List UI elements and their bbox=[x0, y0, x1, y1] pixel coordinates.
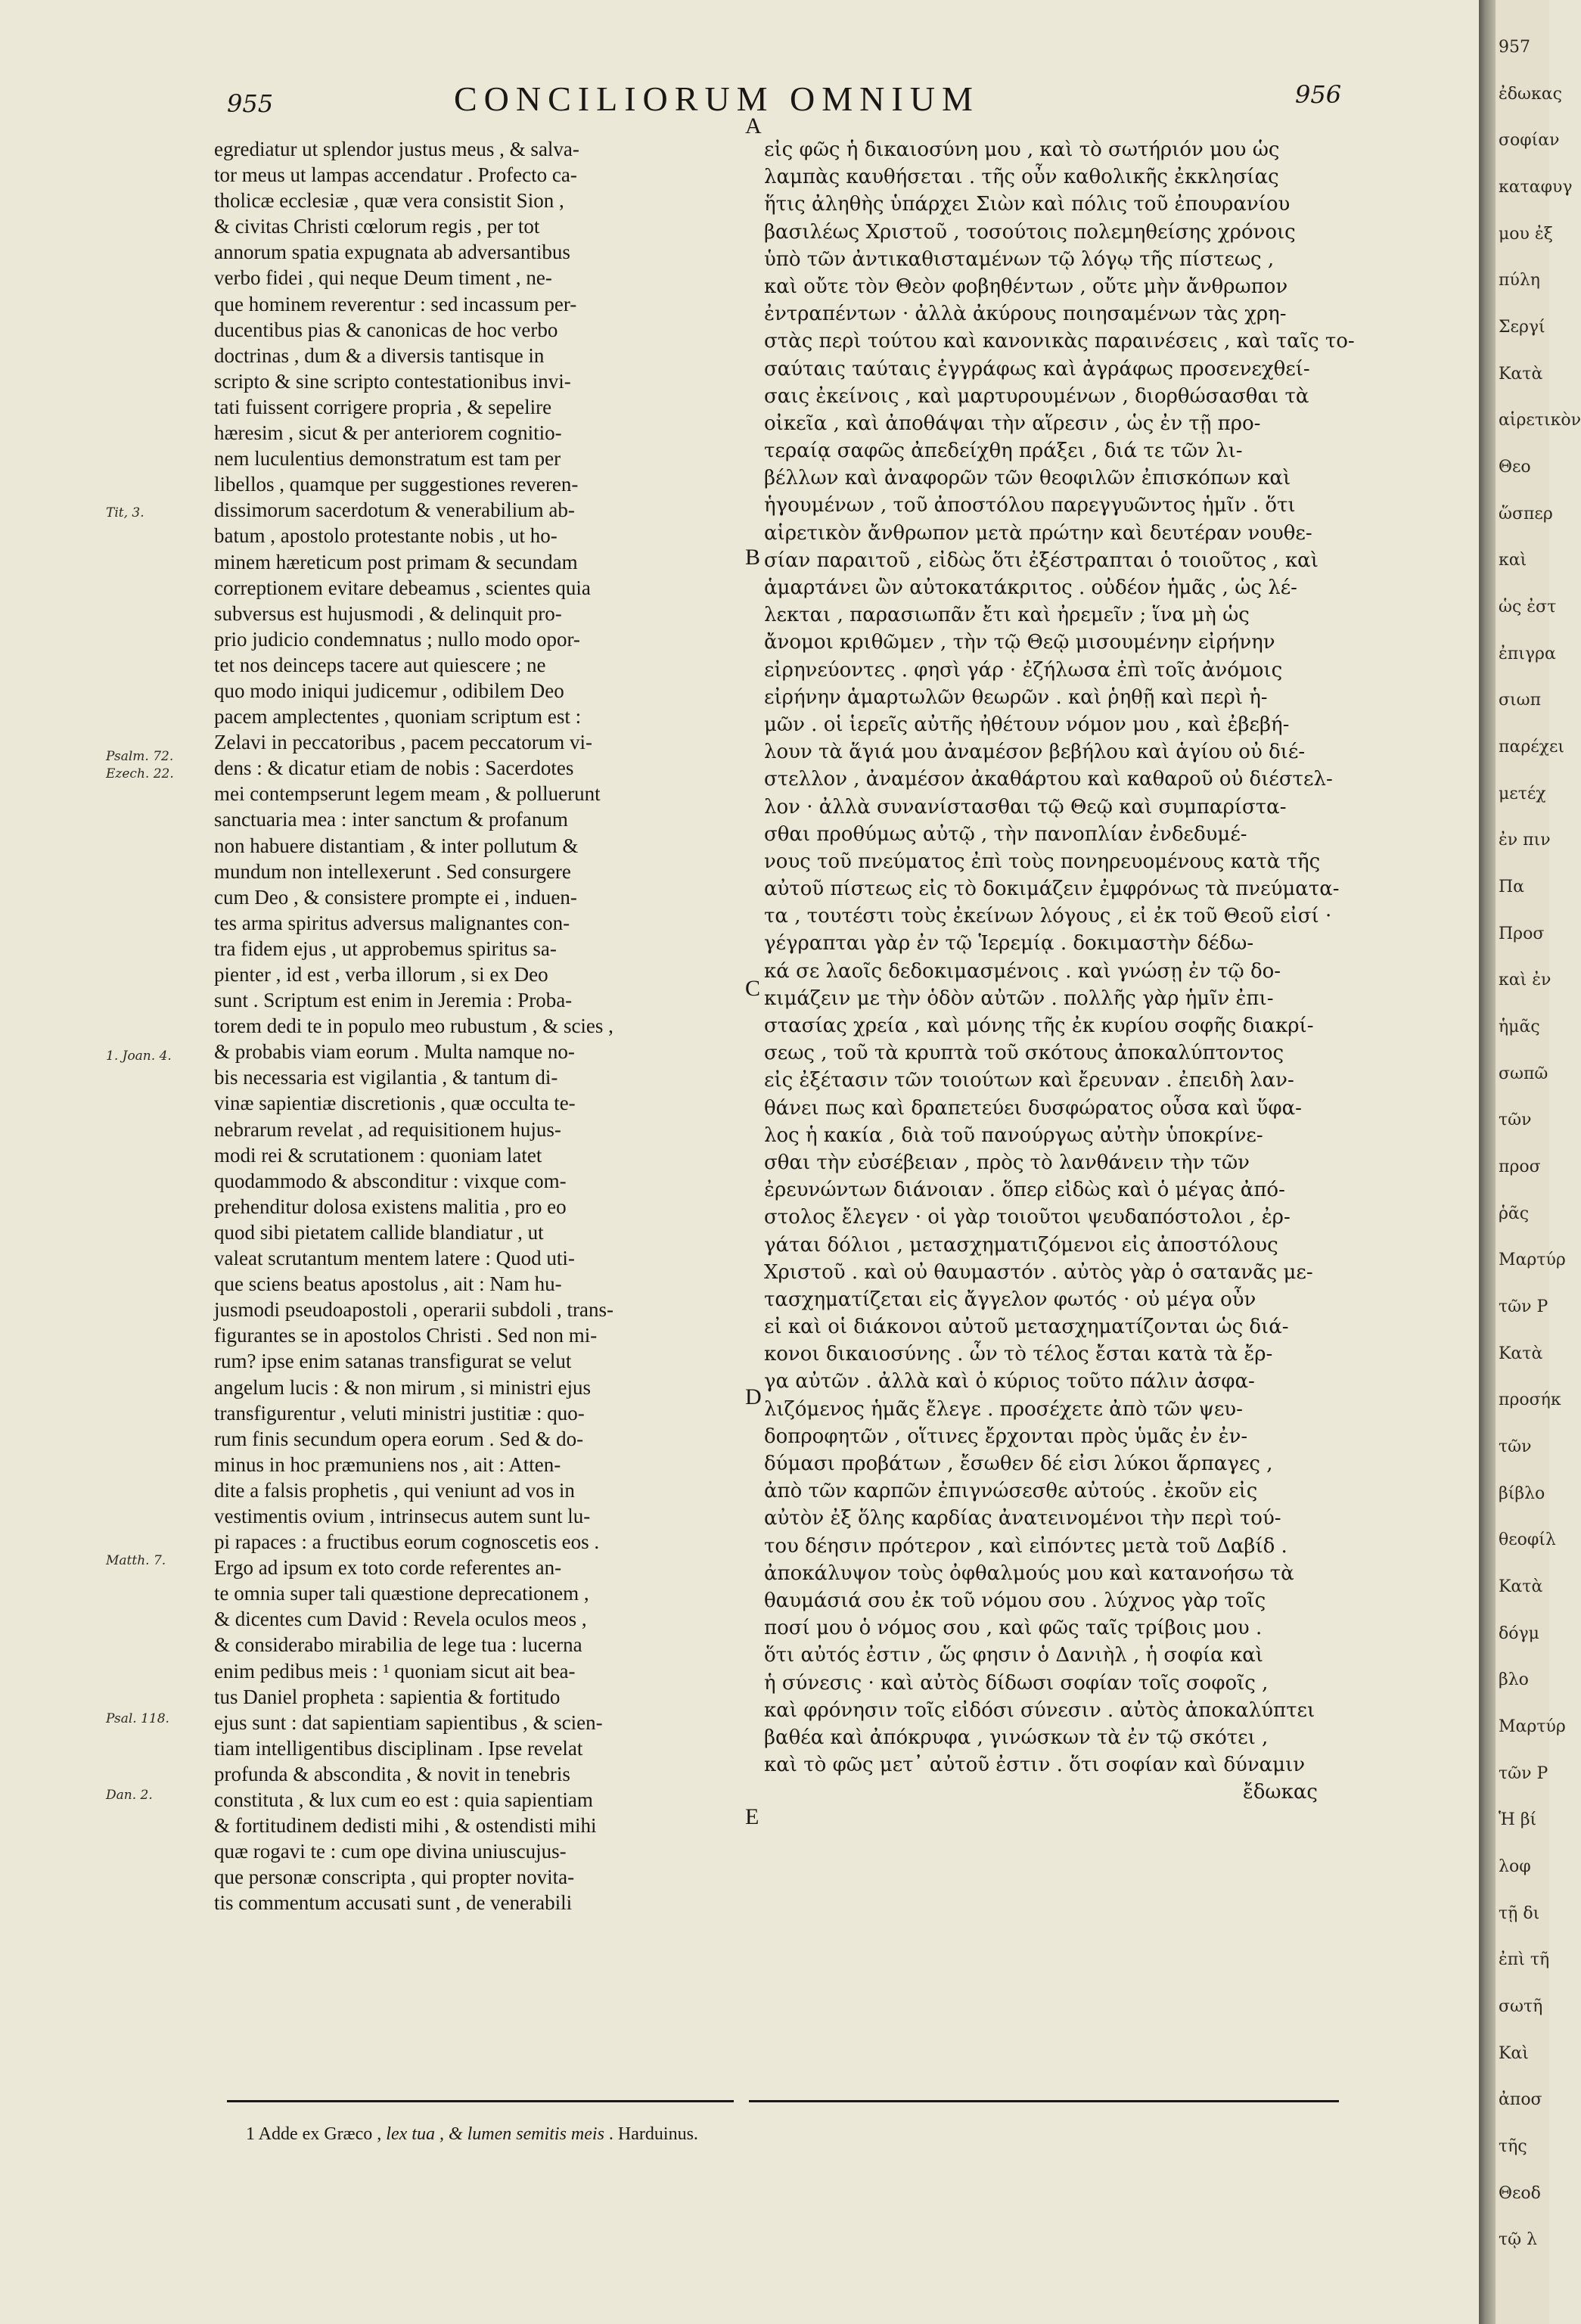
greek-line: εἰρήνην ἁμαρτωλῶν θεωρῶν . καὶ ῥηθῇ καὶ περὶ ἡ- bbox=[764, 685, 1268, 709]
greek-line: σθαι προθύμως αὐτῷ , τὴν πανοπλίαν ἐνδεδυμέ- bbox=[764, 822, 1247, 846]
latin-line: dissimorum sacerdotum & venerabilium ab- bbox=[214, 499, 575, 522]
next-page-fragment: Προσ bbox=[1499, 924, 1545, 943]
footnote-rule-left bbox=[227, 2100, 734, 2102]
next-page-fragment: βλο bbox=[1499, 1670, 1529, 1689]
next-page-fragment: τῶν Ρ bbox=[1499, 1297, 1548, 1316]
next-page-fragment: Πα bbox=[1499, 878, 1525, 896]
latin-line: non habuere distantiam , & inter pollutum & bbox=[214, 834, 579, 857]
latin-line: correptionem evitare debeamus , scientes quia bbox=[214, 576, 591, 599]
next-page-fragment: μετέχ bbox=[1499, 785, 1546, 803]
section-letter: D bbox=[745, 1384, 762, 1409]
latin-line: pi rapaces : a fructibus eorum cognoscetis eos . bbox=[214, 1530, 600, 1554]
footnote-suffix: . Harduinus. bbox=[608, 2124, 698, 2144]
latin-line: tes arma spiritus adversus malignantes con- bbox=[214, 911, 570, 934]
greek-line: εἰς ἐξέτασιν τῶν τοιούτων καὶ ἔρευναν . ἐπειδὴ λαν- bbox=[764, 1069, 1294, 1092]
next-page-fragment: λοφ bbox=[1499, 1857, 1531, 1876]
greek-line: ἡ σύνεσις · καὶ αὐτὸς δίδωσι σοφίαν τοῖς σοφοῖς , bbox=[764, 1671, 1269, 1695]
greek-line: σεως , τοῦ τὰ κρυπτὰ τοῦ σκότους ἀποκαλύπτοντος bbox=[764, 1042, 1284, 1065]
next-page-fragment: τῶν Ρ bbox=[1499, 1764, 1548, 1783]
greek-line: λεκται , παρασιωπᾶν ἔτι καὶ ἠρεμεῖν ; ἵνα μὴ ὡς bbox=[764, 604, 1250, 627]
latin-line: angelum lucis : & non mirum , si ministri ejus bbox=[214, 1375, 591, 1399]
greek-line: νους τοῦ πνεύματος ἐπὶ τοὺς πονηρευομένους κατὰ τῆς bbox=[764, 850, 1321, 873]
latin-line: cum Deo , & consistere prompte ei , induen- bbox=[214, 885, 577, 909]
greek-line: σίαν παραιτοῦ , εἰδὼς ὅτι ἐξέστραπται ὁ τοιοῦτος , καὶ bbox=[764, 548, 1319, 572]
greek-line: ἀπὸ τῶν καρπῶν ἐπιγνώσεσθε αὐτούς . ἐκοῦν εἰς bbox=[764, 1480, 1258, 1503]
latin-line: quod sibi pietatem callide blandiatur , ut bbox=[214, 1220, 544, 1244]
latin-line: tra fidem ejus , ut approbemus spiritus sa- bbox=[214, 937, 557, 960]
latin-line: quodammodo & absconditur : vixque com- bbox=[214, 1169, 567, 1192]
greek-line: καὶ οὔτε τὸν Θεὸν φοβηθέντων , οὔτε μὴν ἄνθρωπον bbox=[764, 275, 1288, 298]
next-page-fragment: σωπῶ bbox=[1499, 1064, 1548, 1083]
latin-line: enim pedibus meis : ¹ quoniam sicut ait bea- bbox=[214, 1659, 576, 1682]
latin-line: vinæ sapientiæ discretionis , quæ occulta te- bbox=[214, 1092, 576, 1115]
latin-line: tor meus ut lampas accendatur . Profecto ca- bbox=[214, 163, 577, 187]
next-page-fragment: σιωπ bbox=[1499, 691, 1542, 710]
next-page-fragment: ὡς ἐστ bbox=[1499, 598, 1557, 617]
latin-line: ejus sunt : dat sapientiam sapientibus , & scien- bbox=[214, 1710, 603, 1734]
margin-note: 1. Joan. 4. bbox=[106, 1049, 172, 1064]
footnote bbox=[246, 2124, 698, 2145]
greek-line: βασιλέως Χριστοῦ , τοσούτοις πολεμηθείσης χρόνοις bbox=[764, 220, 1296, 244]
latin-line: quæ rogavi te : cum ope divina uniuscujus- bbox=[214, 1840, 567, 1863]
latin-line: tet nos deinceps tacere aut quiescere ; ne bbox=[214, 653, 546, 676]
latin-line: & fortitudinem dedisti mihi , & ostendisti mihi bbox=[214, 1814, 597, 1838]
next-page-fragment: ἐν πιν bbox=[1499, 831, 1551, 850]
latin-line: libellos , quamque per suggestiones reveren- bbox=[214, 473, 579, 496]
next-page-fragment: ἀποσ bbox=[1499, 2090, 1542, 2109]
latin-line: prio judicio condemnatus ; nullo modo opor- bbox=[214, 627, 580, 651]
next-page-fragment: Κατὰ bbox=[1499, 365, 1543, 384]
greek-line: λος ἡ κακία , διὰ τοῦ πανούργως αὐτὴν ὑποκρίνε- bbox=[764, 1123, 1263, 1147]
margin-note: Psalm. 72. bbox=[106, 749, 174, 764]
latin-line: & considerabo mirabilia de lege tua : lucerna bbox=[214, 1633, 582, 1657]
next-page-fragment: καὶ bbox=[1499, 551, 1527, 570]
latin-line: scripto & sine scripto contestationibus invi- bbox=[214, 369, 571, 393]
greek-line: τασχηματίζεται εἰς ἄγγελον φωτός · οὐ μέγα οὖν bbox=[764, 1288, 1256, 1311]
latin-line: annorum spatia expugnata ab adversantibus bbox=[214, 241, 570, 264]
greek-line: στὰς περὶ τούτου καὶ κανονικὰς παραινέσεις , καὶ ταῖς το- bbox=[764, 330, 1355, 353]
greek-line: μῶν . οἱ ἱερεῖς αὐτῆς ἠθέτουν νόμον μου , καὶ ἐβεβή- bbox=[764, 713, 1290, 736]
latin-line: ducentibus pias & canonicas de hoc verbo bbox=[214, 318, 558, 341]
greek-line: σαύταις ταύταις ἐγγράφως καὶ ἀγράφως προσενεχθεί- bbox=[764, 357, 1310, 381]
greek-line: λαμπὰς καυθήσεται . τῆς οὖν καθολικῆς ἐκκλησίας bbox=[764, 166, 1279, 189]
latin-line: transfigurentur , veluti ministri justitiæ : quo- bbox=[214, 1401, 585, 1425]
greek-line: βαθέα καὶ ἀπόκρυφα , γινώσκων τὰ ἐν τῷ σκότει , bbox=[764, 1726, 1269, 1749]
latin-line: profunda & abscondita , & novit in tenebris bbox=[214, 1762, 570, 1785]
greek-line: ποσί μου ὁ νόμος σου , καὶ φῶς ταῖς τρίβοις μου . bbox=[764, 1617, 1263, 1640]
greek-line: εἰς φῶς ἡ δικαιοσύνη μου , καὶ τὸ σωτήριόν μου ὡς bbox=[764, 138, 1280, 161]
greek-line: λουν τὰ ἅγιά μου ἀναμέσον βεβήλου καὶ ἁγίου οὐ διέ- bbox=[764, 741, 1306, 764]
next-page-fragment: θεοφίλ bbox=[1499, 1530, 1556, 1549]
latin-line: que hominem reverentur : sed incassum per- bbox=[214, 292, 577, 315]
page-number-right: 956 bbox=[1295, 80, 1342, 109]
latin-line: batum , apostolo protestante nobis , ut ho- bbox=[214, 524, 558, 548]
greek-line: ἔδωκας bbox=[1242, 1781, 1318, 1804]
next-page-fragment: καὶ ἐν bbox=[1499, 971, 1551, 990]
next-page-fragment: Θεοδ bbox=[1499, 2184, 1541, 2203]
greek-line: θαυμάσιά σου ἐκ τοῦ νόμου σου . λύχνος γὰρ τοῖς bbox=[764, 1589, 1266, 1612]
latin-line: dens : & dicatur etiam de nobis : Sacerdotes bbox=[214, 757, 574, 780]
next-page-fragment: ὥσπερ bbox=[1499, 505, 1553, 524]
latin-line: Ergo ad ipsum ex toto corde referentes an- bbox=[214, 1556, 562, 1580]
next-page-fragment: Καὶ bbox=[1499, 2044, 1529, 2063]
latin-line: & civitas Christi cœlorum regis , per tot bbox=[214, 215, 540, 238]
latin-line: mundum non intellexerunt . Sed consurgere bbox=[214, 859, 571, 883]
greek-line: στασίας χρεία , καὶ μόνης τῆς ἐκ κυρίου σοφῆς διακρί- bbox=[764, 1014, 1314, 1037]
next-page-fragment: τῷ λ bbox=[1499, 2230, 1538, 2249]
next-page-fragment: αἱρετικὸν bbox=[1499, 411, 1581, 430]
latin-line: mei contempserunt legem meam , & polluerunt bbox=[214, 782, 601, 806]
page-number-left: 955 bbox=[227, 89, 274, 118]
greek-line: σαις ἐκείνοις , καὶ μαρτυρουμένων , διορθώσασθαι τὰ bbox=[764, 384, 1309, 408]
section-letter: A bbox=[745, 113, 762, 138]
latin-line: verbo fidei , qui neque Deum timent , ne- bbox=[214, 266, 552, 290]
greek-line: καὶ φρόνησιν τοῖς εἰδόσι σύνεσιν . αὐτὸς ἀποκαλύπτει bbox=[764, 1698, 1315, 1722]
greek-line: λον · ἀλλὰ συνανίστασθαι τῷ Θεῷ καὶ συμπαρίστα- bbox=[764, 795, 1287, 819]
next-page-fragment: Μαρτύρ bbox=[1499, 1251, 1566, 1269]
latin-line: & probabis viam eorum . Multa namque no- bbox=[214, 1040, 575, 1064]
latin-line: rum finis secundum opera eorum . Sed & do- bbox=[214, 1427, 584, 1450]
book-gutter bbox=[1479, 0, 1496, 2324]
greek-line: τεραίᾳ σαφῶς ἀπεδείχθη πράξει , διά τε τῶν λι- bbox=[764, 440, 1243, 463]
running-header bbox=[0, 76, 1479, 129]
next-page-fragment: Κατὰ bbox=[1499, 1344, 1543, 1363]
next-page-fragment: μου ἐξ bbox=[1499, 225, 1553, 244]
greek-line: αὐτοῦ πίστεως εἰς τὸ δοκιμάζειν ἐμφρόνως τὰ πνεύματα- bbox=[764, 878, 1340, 901]
latin-line: pienter , id est , verba illorum , si ex Deo bbox=[214, 963, 548, 986]
greek-line: αἱρετικὸν ἄνθρωπον μετὰ πρώτην καὶ δευτέραν νουθε- bbox=[764, 521, 1312, 545]
greek-line: δύμασι προβάτων , ἔσωθεν δέ εἰσι λύκοι ἅρπαγες , bbox=[764, 1452, 1273, 1475]
greek-line: σθαι τὴν εὐσέβειαν , πρὸς τὸ λανθάνειν τὴν τῶν bbox=[764, 1151, 1250, 1174]
greek-line: αὐτὸν ἐξ ὅλης καρδίας ἀνατεινομένοι τὴν περὶ τού- bbox=[764, 1507, 1281, 1530]
latin-line: sanctuaria mea : inter sanctum & profanum bbox=[214, 808, 568, 831]
latin-line: Zelavi in peccatoribus , pacem peccatorum vi- bbox=[214, 731, 593, 754]
next-page-fragment: Σεργί bbox=[1499, 318, 1545, 337]
next-page-edge bbox=[1496, 0, 1581, 2324]
greek-line: ὑπὸ τῶν ἀντικαθισταμένων τῷ λόγῳ τῆς πίστεως , bbox=[764, 247, 1275, 271]
latin-line: tiam intelligentibus disciplinam . Ipse revelat bbox=[214, 1736, 583, 1760]
latin-line: que personæ conscripta , qui propter novita- bbox=[214, 1866, 575, 1889]
next-page-fragment: δόγμ bbox=[1499, 1624, 1539, 1643]
next-page-fragment: τῶν bbox=[1499, 1111, 1532, 1129]
greek-line: ἁμαρτάνει ὢν αὐτοκατάκριτος . οὐδέον ἡμᾶς , ὡς λέ- bbox=[764, 576, 1297, 599]
latin-line: constituta , & lux cum eo est : quia sapientiam bbox=[214, 1788, 593, 1811]
latin-line: egrediatur ut splendor justus meus , & salva- bbox=[214, 138, 579, 160]
page-title: CONCILIORUM OMNIUM bbox=[454, 79, 980, 118]
section-letter: B bbox=[745, 545, 761, 570]
greek-line: του δέησιν πρότερον , καὶ εἰπόντες μετὰ τοῦ Δαβίδ . bbox=[764, 1534, 1287, 1558]
latin-line: doctrinas , dum & a diversis tantisque in bbox=[214, 343, 545, 367]
section-letter: E bbox=[745, 1804, 759, 1829]
latin-line: sunt . Scriptum est enim in Jeremia : Proba- bbox=[214, 989, 573, 1012]
greek-line: κονοι δικαιοσύνης . ὧν τὸ τέλος ἔσται κατὰ τὰ ἔρ- bbox=[764, 1343, 1273, 1366]
latin-line: valeat scrutantum mentem latere : Quod uti- bbox=[214, 1247, 575, 1270]
greek-line: ἐρευνώντων διάνοιαν . ὅπερ εἰδὼς καὶ ὁ μέγας ἀπό- bbox=[764, 1179, 1285, 1202]
greek-line: εἰρηνεύοντες . φησὶ γάρ · ἐζήλωσα ἐπὶ τοῖς ἀνόμοις bbox=[764, 658, 1283, 682]
next-page-fragment: Ἡ βί bbox=[1499, 1810, 1537, 1829]
next-page-fragment: προσ bbox=[1499, 1157, 1541, 1176]
next-page-fragment: παρέχει bbox=[1499, 738, 1565, 757]
greek-text-column bbox=[764, 136, 1355, 1806]
greek-line: εἰ καὶ οἱ διάκονοι αὐτοῦ μετασχηματίζονται ὡς διά- bbox=[764, 1316, 1289, 1339]
next-page-fragment: ἡμᾶς bbox=[1499, 1018, 1540, 1036]
greek-line: γέγραπται γὰρ ἐν τῷ Ἱερεμίᾳ . δοκιμαστὴν δέδω- bbox=[764, 932, 1254, 955]
next-page-fragment: πύλη bbox=[1499, 271, 1540, 290]
next-page-fragment: ἐδωκας bbox=[1499, 85, 1562, 104]
next-page-fragment: καταφυγ bbox=[1499, 178, 1573, 197]
greek-line: ἄνομοι κριθῶμεν , τὴν τῷ Θεῷ μισουμένην εἰρήνην bbox=[764, 631, 1275, 654]
section-letter: C bbox=[745, 976, 761, 1001]
latin-line: vestimentis ovium , intrinsecus autem sunt lu- bbox=[214, 1504, 591, 1527]
margin-note: Ezech. 22. bbox=[106, 766, 174, 781]
next-page-fragment: Θεο bbox=[1499, 458, 1531, 477]
next-page-fragment: βίβλο bbox=[1499, 1484, 1545, 1503]
margin-note: Psal. 118. bbox=[106, 1711, 169, 1726]
greek-line: ἀποκάλυψον τοὺς ὀφθαλμούς μου καὶ κατανοήσω τὰ bbox=[764, 1561, 1294, 1585]
greek-line: ὅτι αὐτός ἐστιν , ὥς φησιν ὁ Δανιὴλ , ἡ σοφία καὶ bbox=[764, 1644, 1263, 1667]
latin-text-column bbox=[214, 136, 744, 1915]
greek-line: γα αὐτῶν . ἀλλὰ καὶ ὁ κύριος τοῦτο πάλιν ἀσφα- bbox=[764, 1370, 1255, 1393]
footnote-italic: lex tua , & lumen semitis meis bbox=[386, 2124, 604, 2144]
latin-line: & dicentes cum David : Revela oculos meos , bbox=[214, 1608, 587, 1631]
latin-line: tis commentum accusati sunt , de venerabili bbox=[214, 1891, 573, 1915]
latin-line: torem dedi te in populo meo rubustum , & scies , bbox=[214, 1014, 613, 1038]
latin-line: quo modo iniqui judicemur , odibilem Deo bbox=[214, 679, 564, 702]
latin-line: minus in hoc præmuniens nos , ait : Atten- bbox=[214, 1452, 561, 1476]
latin-line: minem hæreticum post primam & secundam bbox=[214, 550, 578, 573]
latin-line: jusmodi pseudoapostoli , operarii subdoli , trans- bbox=[214, 1298, 613, 1322]
latin-line: tus Daniel propheta : sapientia & fortitudo bbox=[214, 1685, 561, 1708]
next-page-fragment: Κατὰ bbox=[1499, 1577, 1543, 1596]
margin-note: Dan. 2. bbox=[106, 1788, 153, 1803]
greek-line: στολος ἔλεγεν · οἱ γὰρ τοιοῦτοι ψευδαπόστολοι , ἐρ- bbox=[764, 1206, 1291, 1229]
latin-line: subversus est hujusmodi , & delinquit pro- bbox=[214, 601, 562, 625]
greek-line: γάται δόλιοι , μετασχηματιζόμενοι εἰς ἀποστόλους bbox=[764, 1233, 1278, 1257]
greek-line: ἐντραπέντων · ἀλλὰ ἀκύρους ποιησαμένων τὰς χρη- bbox=[764, 303, 1287, 326]
latin-line: figurantes se in apostolos Christi . Sed non mi- bbox=[214, 1324, 598, 1347]
latin-line: prehenditur dolosa existens malitia , pro eo bbox=[214, 1195, 567, 1218]
greek-line: θάνει πως καὶ δραπετεύει δυσφώρατος οὖσα καὶ ὕφα- bbox=[764, 1096, 1302, 1120]
greek-line: κιμάζειν με τὴν ὁδὸν αὐτῶν . πολλῆς γὰρ ἡμῖν ἐπι- bbox=[764, 986, 1274, 1010]
latin-line: modi rei & scrutationem : quoniam latet bbox=[214, 1143, 542, 1167]
next-page-fragment: τῆς bbox=[1499, 2137, 1527, 2156]
greek-line: ἡγουμένων , τοῦ ἀποστόλου παρεγγυῶντος ἡμῖν . ὅτι bbox=[764, 494, 1296, 517]
latin-line: dite a falsis prophetis , qui veniunt ad vos in bbox=[214, 1478, 575, 1502]
latin-line: te omnia super tali quæstione deprecationem , bbox=[214, 1582, 589, 1605]
next-page-fragment: ῥᾶς bbox=[1499, 1204, 1530, 1223]
latin-line: tati fuissent corrigere propria , & sepelire bbox=[214, 395, 552, 418]
footnote-rule-right bbox=[749, 2100, 1339, 2102]
next-page-fragment: Μαρτύρ bbox=[1499, 1717, 1566, 1736]
greek-line: ἥτις ἀληθὴς ὑπάρχει Σιὼν καὶ πόλις τοῦ ἐπουρανίου bbox=[764, 193, 1291, 216]
margin-note: Matth. 7. bbox=[106, 1553, 166, 1568]
footnote-prefix: 1 Adde ex Græco , bbox=[246, 2124, 382, 2144]
greek-line: καὶ τὸ φῶς μετ᾽ αὐτοῦ ἐστιν . ὅτι σοφίαν καὶ δύναμιν bbox=[764, 1754, 1306, 1777]
latin-line: que sciens beatus apostolus , ait : Nam hu- bbox=[214, 1272, 562, 1296]
next-page-fragment: σωτῆ bbox=[1499, 1997, 1543, 2016]
latin-line: tholicæ ecclesiæ , quæ vera consistit Sion , bbox=[214, 189, 564, 213]
margin-note: Tit, 3. bbox=[106, 505, 144, 520]
greek-line: βέλλων καὶ ἀναφορῶν τῶν θεοφιλῶν ἐπισκόπων καὶ bbox=[764, 467, 1291, 490]
greek-line: στελλον , ἀναμέσον ἀκαθάρτου καὶ καθαροῦ οὐ διέστελ- bbox=[764, 768, 1333, 791]
next-page-fragment: 957 bbox=[1499, 38, 1530, 57]
greek-line: δοπροφητῶν , οἵτινες ἔρχονται πρὸς ὑμᾶς ἐν ἐν- bbox=[764, 1425, 1248, 1448]
latin-line: rum? ipse enim satanas transfigurat se velut bbox=[214, 1350, 572, 1373]
greek-line: λιζόμενος ἡμᾶς ἔλεγε . προσέχετε ἀπὸ τῶν ψευ- bbox=[764, 1397, 1243, 1421]
next-page-fragment: σοφίαν bbox=[1499, 131, 1560, 150]
next-page-fragment: ἐπὶ τῆ bbox=[1499, 1950, 1550, 1969]
greek-line: κά σε λαοῖς δεδοκιμασμένοις . καὶ γνώσῃ ἐν τῷ δο- bbox=[764, 959, 1281, 983]
next-page-fragment: τῶν bbox=[1499, 1437, 1532, 1456]
greek-line: τα , τουτέστι τοὺς ἐκείνων λόγους , εἰ ἐκ τοῦ Θεοῦ εἰσί · bbox=[764, 905, 1332, 928]
latin-line: hæresim , sicut & per anteriorem cognitio- bbox=[214, 421, 562, 445]
latin-line: bis necessaria est vigilantia , & tantum di- bbox=[214, 1066, 558, 1089]
next-page-fragment: προσήκ bbox=[1499, 1390, 1561, 1409]
latin-line: nem luculentius demonstratum est tam per bbox=[214, 447, 561, 471]
latin-line: pacem amplectentes , quoniam scriptum est : bbox=[214, 705, 582, 729]
next-page-fragment: ἐπιγρα bbox=[1499, 645, 1556, 663]
next-page-fragment: τῇ δι bbox=[1499, 1904, 1540, 1923]
greek-line: οἰκεῖα , καὶ ἀποθάψαι τὴν αἵρεσιν , ὡς ἐν τῇ προ- bbox=[764, 412, 1261, 435]
latin-line: nebrarum revelat , ad requisitionem hujus- bbox=[214, 1117, 561, 1141]
greek-line: Χριστοῦ . καὶ οὐ θαυμαστόν . αὐτὸς γὰρ ὁ σατανᾶς με- bbox=[764, 1260, 1313, 1284]
